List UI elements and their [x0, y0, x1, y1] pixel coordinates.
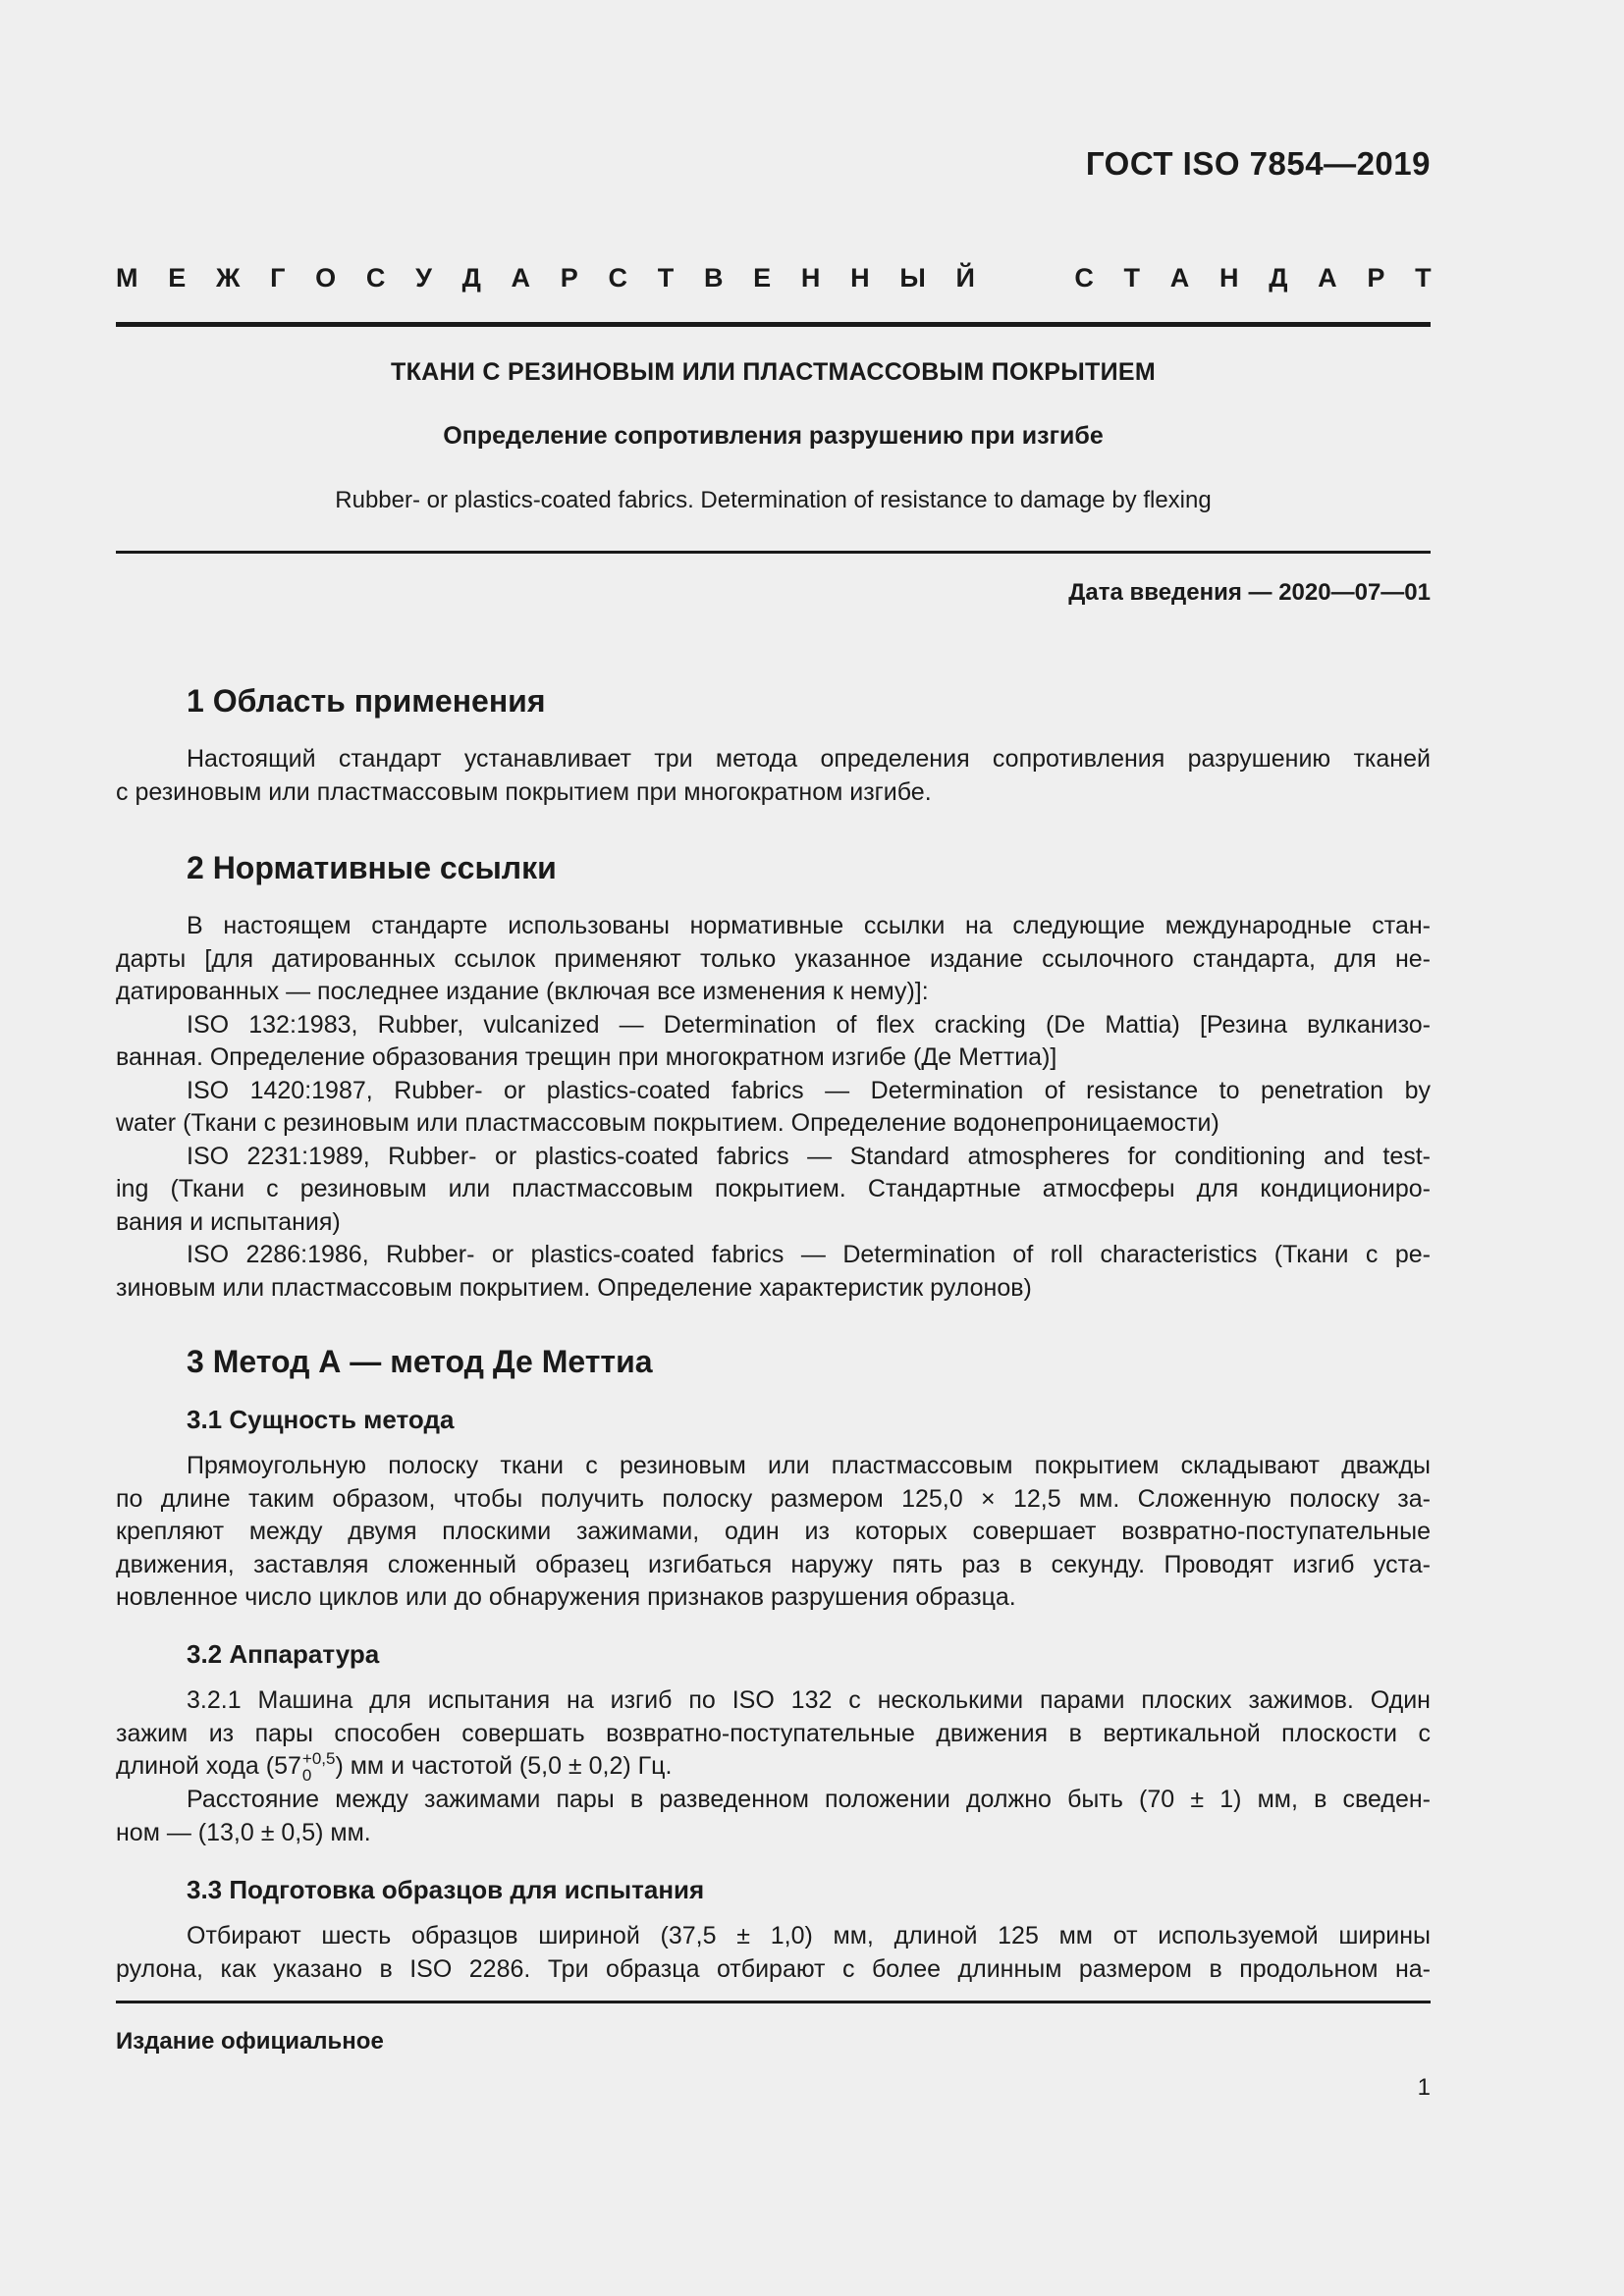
reference-iso-2286: ISO 2286:1986, Rubber- or plastics-coated fabrics — Determination of roll characteristics (Ткани с ре-: [187, 1241, 1431, 1268]
text-line: рулона, как указано в ISO 2286. Три образца отбирают с более длинным размером в продольном на-: [116, 1954, 1431, 1983]
section-2-text: [116, 910, 1431, 1305]
text-line-with-tolerance: [116, 1750, 1431, 1784]
heading-letter: Н: [1218, 263, 1239, 293]
heading-letter: А: [511, 263, 531, 293]
heading-letter: А: [1169, 263, 1190, 293]
heading-letter: Ы: [899, 263, 926, 293]
text-fragment: ) мм и частотой (5,0 ± 0,2) Гц.: [335, 1752, 673, 1780]
heading-letter: Т: [1415, 263, 1432, 293]
tolerance-upper: +0,5: [301, 1749, 336, 1769]
heading-letter: М: [116, 263, 138, 293]
tolerance-notation: [302, 1750, 336, 1784]
text-line: зажим из пары способен совершать возвратно-поступательные движения в вертикальной плоскости с: [116, 1719, 1431, 1747]
text-line: Отбирают шесть образцов шириной (37,5 ± 1,0) мм, длиной 125 мм от используемой ширины: [187, 1922, 1431, 1949]
heading-letter: Р: [1367, 263, 1385, 293]
heading-letter: Н: [850, 263, 870, 293]
section-3-3-text: [116, 1920, 1431, 1986]
text-line: крепляют между двумя плоскими зажимами, один из которых совершает возвратно-поступательные: [116, 1518, 1431, 1545]
introduction-date: Дата введения — 2020—07—01: [1068, 579, 1431, 606]
heading-letter: С: [608, 263, 627, 293]
text-line: water (Ткани с резиновым или пластмассовым покрытием. Определение водонепроницаемости): [116, 1109, 1219, 1137]
title-subtitle: Определение сопротивления разрушению при изгибе: [443, 422, 1104, 450]
footer-rule: [116, 2001, 1431, 2003]
section-3-1-heading: 3.1 Сущность метода: [187, 1405, 455, 1434]
section-3-3-heading: 3.3 Подготовка образцов для испытания: [187, 1875, 705, 1904]
text-line: датированных — последнее издание (включая все изменения к нему)]:: [116, 978, 929, 1005]
section-3-1-text: [116, 1450, 1431, 1615]
text-line: Настоящий стандарт устанавливает три метода определения сопротивления разрушению тканей: [187, 745, 1431, 773]
heading-letter: С: [1074, 263, 1094, 293]
heading-letter: В: [703, 263, 724, 293]
text-line: В настоящем стандарте использованы нормативные ссылки на следующие международные стан-: [187, 912, 1431, 939]
heading-letter: Ж: [215, 263, 241, 293]
text-line: движения, заставляя сложенный образец изгибаться наружу пять раз в секунду. Проводят изгиб уста-: [116, 1550, 1431, 1578]
title-main: ТКАНИ С РЕЗИНОВЫМ ИЛИ ПЛАСТМАССОВЫМ ПОКРЫТИЕМ: [391, 358, 1156, 386]
text-line: ванная. Определение образования трещин при многократном изгибе (Де Меттиа)]: [116, 1043, 1057, 1071]
heading-letter: С: [365, 263, 386, 293]
section-1-heading: 1 Область применения: [187, 683, 546, 719]
document-code: ГОСТ ISO 7854—2019: [1085, 145, 1431, 182]
text-line: новленное число циклов или до обнаружения признаков разрушения образца.: [116, 1583, 1016, 1611]
reference-iso-132: ISO 132:1983, Rubber, vulcanized — Determination of flex cracking (De Mattia) [Резина вулканизо-: [187, 1010, 1431, 1039]
edition-label: Издание официальное: [116, 2028, 384, 2055]
heading-letter: Д: [461, 263, 481, 293]
heading-letter: А: [1318, 263, 1337, 293]
text-fragment: длиной хода (57: [116, 1752, 301, 1780]
section-1-text: [116, 743, 1431, 809]
text-line: ном — (13,0 ± 0,5) мм.: [116, 1818, 371, 1846]
text-line: по длине таким образом, чтобы получить полоску размером 125,0 × 12,5 мм. Сложенную полоску за-: [116, 1484, 1431, 1513]
letter-gap: [1005, 263, 1045, 294]
heading-letter: Е: [753, 263, 772, 293]
reference-iso-2231: ISO 2231:1989, Rubber- or plastics-coated fabrics — Standard atmospheres for conditioning and test-: [187, 1142, 1431, 1170]
standard-kind-heading: [116, 263, 1432, 294]
text-line: дарты [для датированных ссылок применяют только указанное издание ссылочного стандарта, для не-: [116, 944, 1431, 973]
text-line: ing (Ткани с резиновым или пластмассовым покрытием. Стандартные атмосферы для кондициониро-: [116, 1175, 1431, 1202]
tolerance-lower: 0: [301, 1766, 312, 1786]
heading-letter: Г: [270, 263, 286, 293]
section-2-heading: 2 Нормативные ссылки: [187, 850, 557, 885]
text-line: вания и испытания): [116, 1207, 341, 1236]
text-line: с резиновым или пластмассовым покрытием при многократном изгибе.: [116, 777, 932, 806]
section-3-2-heading: 3.2 Аппаратура: [187, 1639, 380, 1669]
page-number: 1: [1417, 2074, 1431, 2101]
text-line: Расстояние между зажимами пары в разведенном положении должно быть (70 ± 1) мм, в сведен-: [187, 1786, 1431, 1814]
reference-iso-1420: ISO 1420:1987, Rubber- or plastics-coated fabrics — Determination of resistance to penetration by: [187, 1076, 1431, 1104]
heading-letter: Т: [1123, 263, 1141, 293]
heading-letter: О: [315, 263, 337, 293]
text-line: зиновым или пластмассовым покрытием. Определение характеристик рулонов): [116, 1273, 1032, 1302]
heading-letter: Н: [800, 263, 821, 293]
title-rule: [116, 551, 1431, 554]
heading-letter: Д: [1269, 263, 1288, 293]
top-rule: [116, 322, 1431, 327]
title-english: Rubber- or plastics-coated fabrics. Determination of resistance to damage by flexing: [335, 487, 1212, 513]
heading-letter: Т: [657, 263, 675, 293]
heading-letter: У: [415, 263, 432, 293]
section-3-heading: 3 Метод А — метод Де Меттиа: [187, 1344, 653, 1379]
text-line: Прямоугольную полоску ткани с резиновым или пластмассовым покрытием складывают дважды: [187, 1452, 1431, 1479]
heading-letter: Е: [168, 263, 187, 293]
heading-letter: Р: [560, 263, 578, 293]
text-line: 3.2.1 Машина для испытания на изгиб по ISO 132 с несколькими парами плоских зажимов. Один: [187, 1686, 1431, 1714]
section-3-2-1-text: [116, 1684, 1431, 1849]
heading-letter: Й: [955, 263, 975, 293]
